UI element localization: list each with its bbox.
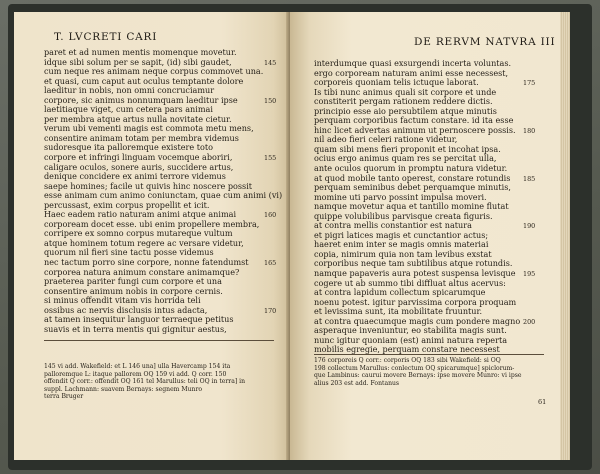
verse-line: quam sibi mens fieri proponit et incohat ipsa. — [314, 143, 501, 154]
verse-line: mobilis egregie, perquam constare necessest — [314, 344, 500, 355]
verse-line: consentire animum nobis in corpore cernis. — [44, 285, 223, 296]
right-critical-apparatus — [314, 357, 521, 387]
verse-line: et quasi, cum caput aut oculus temptante dolore — [44, 75, 244, 86]
verse-line: quippe volubilibus parvisque creata figuris. — [314, 210, 493, 221]
verse-line: paret et ad numen mentis momenque movetur. — [44, 47, 237, 57]
line-number: 185 — [523, 174, 536, 183]
verse-line: atque hominem totum regere ac versare videtur, — [44, 237, 244, 248]
right-apparatus-rule — [314, 354, 544, 355]
verse-line: quorum nil fieri sine tactu posse videmus — [44, 247, 214, 258]
verse-line: denique concidere ex animi terrore videmus — [44, 171, 226, 182]
verse-line: Haec eadem ratio naturam animi atque animai — [44, 209, 237, 220]
line-number: 145 — [264, 58, 277, 67]
verse-line: at contra lapidum collectum spicarumque — [314, 287, 486, 298]
verse-line: laeditur in nobis, non omni concruciamur — [44, 85, 215, 96]
apparatus-line: que Lambinus: caurui movere Bernays: ipse movere Munro: vi ipse — [314, 372, 522, 380]
verse-line: corpore et infringi linguam vocemque aboriri, — [44, 152, 233, 163]
verse-line: Is tibi nunc animus quali sit corpore et unde — [314, 86, 497, 97]
verse-line: constiterit pergam rationem reddere dictis. — [314, 96, 493, 107]
verse-line: corporea natura animum constare animamque? — [44, 266, 240, 277]
verse-line: copia, nimirum quia non tam levibus exstat — [314, 248, 492, 259]
verse-line: at contra quaecumque magis cum pondere magno — [314, 315, 521, 326]
verse-line: caligare oculos, sonere auris, succidere artus, — [44, 161, 234, 172]
line-number: 160 — [264, 211, 277, 220]
line-number: 175 — [523, 79, 536, 88]
line-number: 190 — [523, 222, 536, 231]
verse-line: suavis et in terra mentis qui gignitur aestus, — [44, 323, 227, 334]
verse-line: idque sibi solum per se sapit, (id) sibi gaudet, — [44, 56, 232, 67]
line-number: 165 — [264, 259, 277, 268]
left-page — [14, 12, 290, 460]
apparatus-line: alius 203 est add. Fontanus — [314, 379, 400, 387]
apparatus-line: 176 corporeis Q corr.: corporis OQ 183 sibi Wakefield: si OQ — [314, 357, 501, 364]
verse-line: corpore, sic animus nonnumquam laeditur ipse — [44, 94, 238, 105]
verse-line: corporeis quoniam telis ictuque laborat. — [314, 77, 479, 88]
left-verse-lines — [44, 48, 282, 334]
verse-line: perquam seminibus debet perquamque minutis, — [314, 182, 511, 193]
verse-line: verum ubi vementi magis est commota metu mens, — [44, 123, 254, 134]
verse-line: corripere ex somno corpus mutareque vultum — [44, 228, 233, 239]
right-verse-lines — [314, 59, 520, 355]
right-page — [290, 12, 570, 460]
verse-line: si minus offendit vitam vis horrida teli — [44, 295, 201, 306]
verse-line: nil adeo fieri celeri ratione videtur, — [314, 134, 458, 145]
left-critical-apparatus — [44, 363, 245, 401]
verse-line: hinc licet advertas animum ut pernoscere possis. — [314, 124, 516, 135]
left-running-header: T. LVCRETI CARI — [54, 31, 158, 43]
verse-line: interdumque quasi exsurgendi incerta voluntas. — [314, 58, 512, 68]
right-running-header: DE RERVM NATVRA III — [414, 36, 556, 48]
verse-line: consentire animam totam per membra videmus — [44, 132, 239, 143]
verse-line: ante oculos quorum in promptu natura videtur. — [314, 163, 508, 174]
verse-line: cogere ut ab summo tibi diffluat altus acervus: — [314, 277, 506, 288]
verse-line: noenu potest. igitur parvissima corpora proquam — [314, 296, 517, 307]
verse-line: per membra atque artus nulla novitate cietur. — [44, 113, 232, 124]
verse-line: at tamen insequitur languor terraeque petitus — [44, 314, 234, 325]
verse-line: esse animam cum animo coniunctam, quae cum animi (vi) — [44, 190, 283, 201]
verse-line: et pigri latices magis et cunctantior actus; — [314, 229, 489, 240]
verse-line: ergo corpoream naturam animi esse necessest, — [314, 67, 509, 78]
apparatus-line: terra Bruger — [44, 393, 84, 401]
verse-line: cum neque res animam neque corpus commovet una. — [44, 66, 264, 77]
verse-line: praeterea pariter fungi cum corpore et una — [44, 276, 222, 287]
verse-line: perquam corporibus factum constare. id ita esse — [314, 115, 514, 126]
verse-line: et levissima sunt, ita mobilitate fruuntur. — [314, 306, 483, 317]
verse-line: momine uti parvo possint impulsa moveri. — [314, 191, 487, 202]
apparatus-line: palloremque L: itaque pallorem OQ 159 vi add. Q corr. 150 — [44, 370, 227, 378]
verse-line: laetitiaque viget, cum cetera pars animai — [44, 104, 213, 115]
verse-line: percussast, exim corpus propellit et icit. — [44, 199, 210, 210]
apparatus-line: 145 vi add. Wakefield: et L 146 una] ulla Havercamp 154 ita — [44, 363, 231, 370]
line-number: 200 — [523, 317, 536, 326]
verse-line: at contra mellis constantior est natura — [314, 220, 472, 231]
apparatus-line: suppl. Lachmann: suavem Bernays: segnem Munro — [44, 385, 203, 393]
page-edges — [560, 12, 570, 460]
verse-line: asperaque inveniuntur, eo stabilita magis sunt. — [314, 325, 507, 336]
left-apparatus-rule — [44, 340, 274, 341]
line-number: 170 — [264, 306, 277, 315]
verse-line: namque papaveris aura potest suspensa levisque — [314, 268, 516, 279]
verse-line: at quod mobile tanto operest, constare rotundis — [314, 172, 511, 183]
verse-line: sudoresque ita palloremque existere toto — [44, 142, 213, 153]
verse-line: haeret enim inter se magis omnis materiai — [314, 239, 489, 250]
line-number: 180 — [523, 126, 536, 135]
verse-line: principio esse aio persubtilem atque minutis — [314, 105, 497, 116]
verse-line: namque movetur aqua et tantillo momine flutat — [314, 201, 509, 212]
verse-line: ocius ergo animus quam res se percitat ulla, — [314, 153, 497, 164]
line-number: 195 — [523, 270, 536, 279]
verse-line: corpoream docet esse. ubi enim propellere membra, — [44, 218, 260, 229]
line-number: 150 — [264, 96, 277, 105]
line-number: 155 — [264, 154, 277, 163]
verse-line: nunc igitur quoniam (est) animi natura reperta — [314, 334, 508, 345]
verse-line: nec tactum porro sine corpore, nonne fatendumst — [44, 257, 249, 268]
apparatus-line: offendit Q corr.: offendit OQ 161 tel Marullus: teli OQ in terra] in — [44, 378, 246, 386]
page-folio: 61 — [538, 398, 547, 406]
verse-line: saepe homines; facile ut quivis hinc noscere possit — [44, 180, 253, 191]
verse-line: corporibus neque tam subtilibus atque rotundis. — [314, 258, 513, 269]
verse-line: ossibus ac nervis disclusis intus adacta, — [44, 304, 208, 315]
apparatus-line: 198 collectum Marullus: conlectum OQ spicarumque] spiclorum- — [314, 364, 515, 372]
